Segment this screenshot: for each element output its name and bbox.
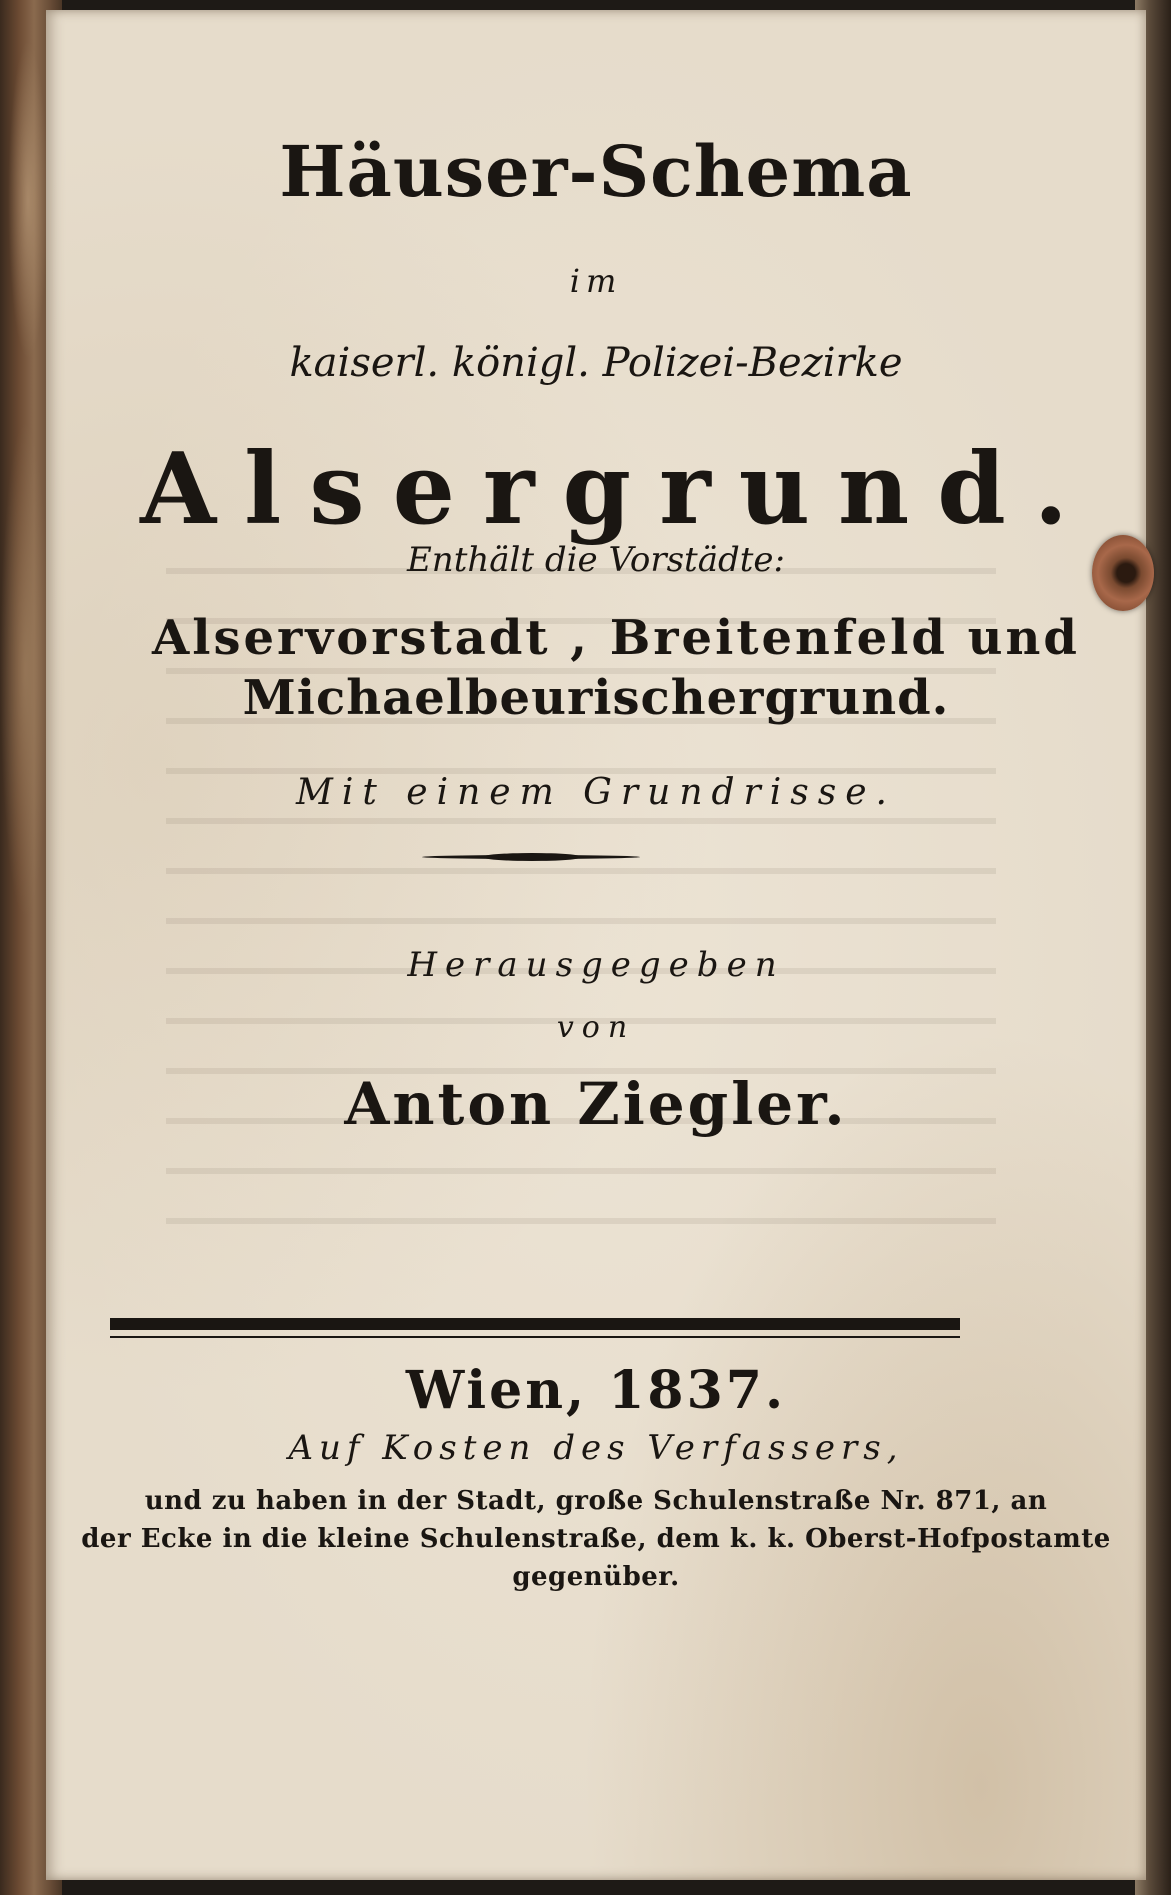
ornamental-rule bbox=[422, 855, 640, 859]
with-plan-note: Mit einem Grundrisse. bbox=[296, 772, 896, 813]
contains-heading: Enthält die Vorstädte: bbox=[406, 540, 785, 580]
imprint-cost: Auf Kosten des Verfassers, bbox=[288, 1428, 904, 1468]
binding-wear bbox=[0, 420, 50, 920]
suburbs-line-2: Michaelbeurischergrund. bbox=[242, 670, 950, 726]
district-name: Alsergrund. bbox=[140, 432, 1096, 547]
imprint-address-line-2: der Ecke in die kleine Schulenstraße, dem k. k. Oberst-Hofpostamte bbox=[81, 1524, 1111, 1554]
imprint-address-line-1: und zu haben in der Stadt, große Schulenstraße Nr. 871, an bbox=[144, 1486, 1048, 1516]
imprint-place-year: Wien, 1837. bbox=[405, 1360, 787, 1421]
double-rule-thin bbox=[110, 1336, 960, 1338]
binding-wear bbox=[8, 40, 48, 360]
title-connector: im bbox=[569, 262, 623, 300]
double-rule-thick bbox=[110, 1318, 960, 1330]
author-name: Anton Ziegler. bbox=[344, 1070, 848, 1138]
published-by-label: Herausgegeben bbox=[407, 945, 785, 985]
imprint-address-line-3: gegenüber. bbox=[512, 1562, 680, 1592]
von-label: von bbox=[556, 1010, 636, 1045]
book-title: Häuser-Schema bbox=[279, 130, 913, 213]
suburbs-line-1: Alservorstadt , Breitenfeld und bbox=[152, 610, 1080, 666]
district-label: kaiserl. königl. Polizei-Bezirke bbox=[289, 340, 903, 386]
